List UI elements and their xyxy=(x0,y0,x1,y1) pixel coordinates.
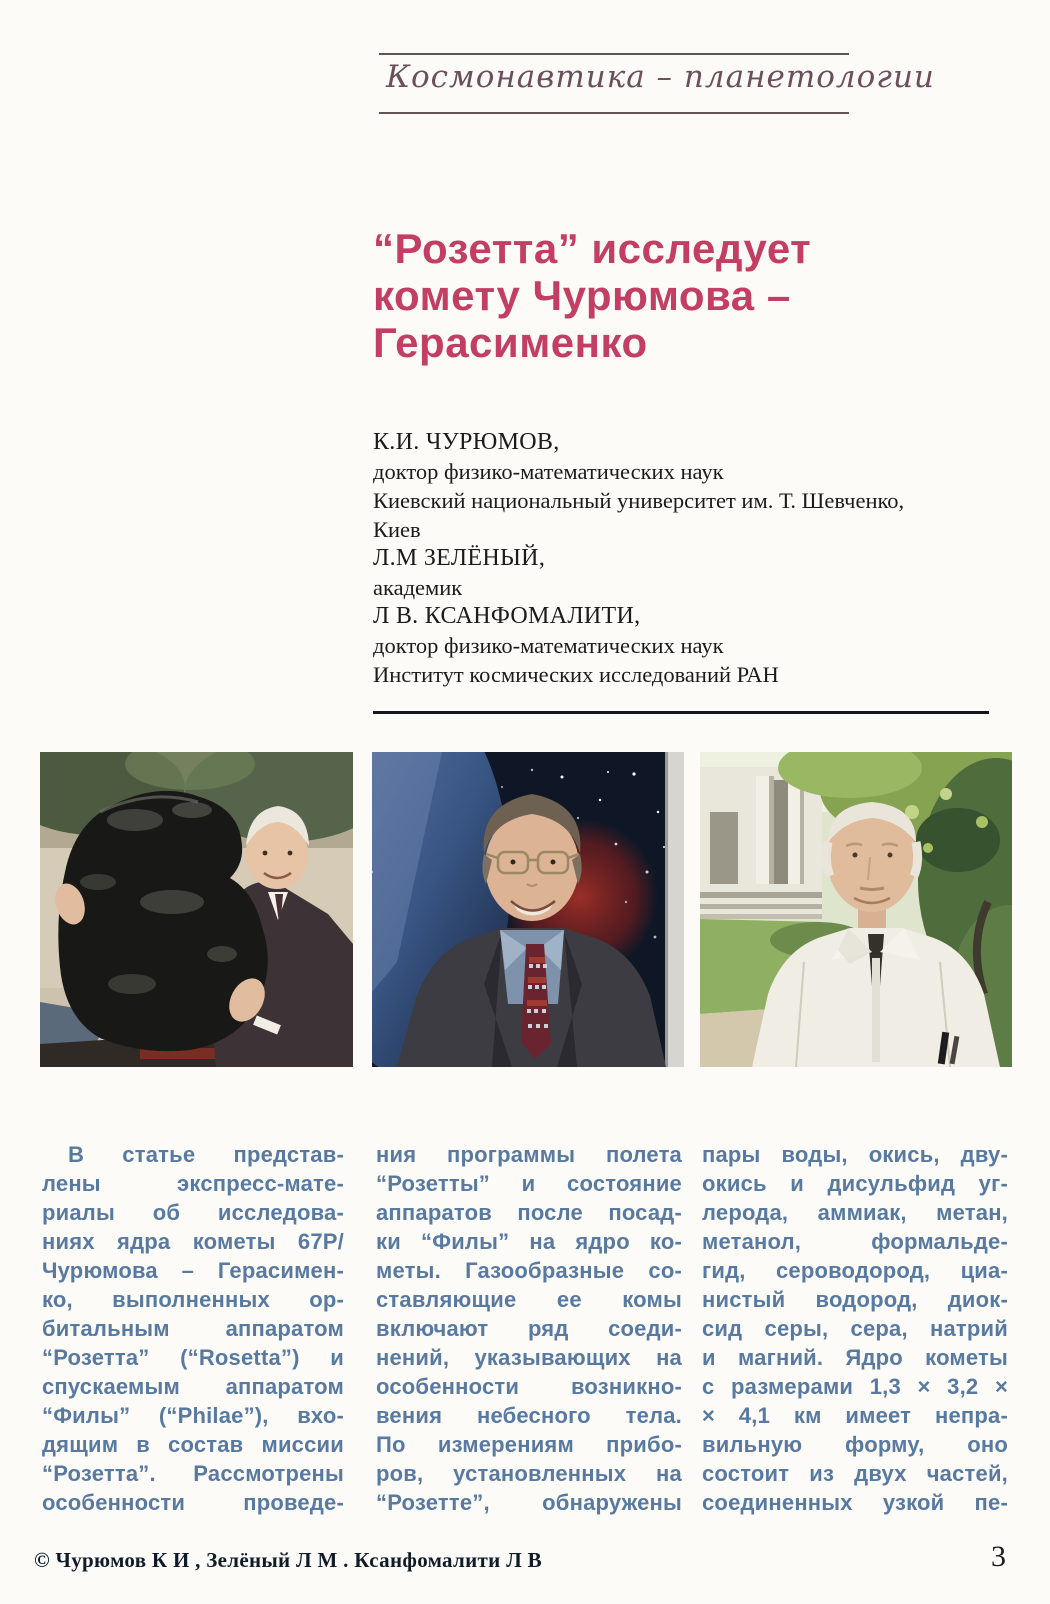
photo-scientist-with-comet-model xyxy=(40,752,353,1067)
abstract-line: особенности проведе- xyxy=(42,1490,344,1515)
abstract-line: метанол, формальде- xyxy=(702,1229,1008,1254)
authors-block xyxy=(373,428,993,689)
abstract-line: меты. Газообразные со- xyxy=(376,1258,682,1283)
abstract-line: спускаемым аппаратом xyxy=(42,1374,344,1399)
author-detail: академик xyxy=(373,575,463,600)
author-detail: Киев xyxy=(373,517,421,542)
abstract-line: соединенных узкой пе- xyxy=(702,1490,1008,1515)
abstract-line: дящим в состав миссии xyxy=(42,1432,344,1457)
abstract-line: “Розетте”, обнаружены xyxy=(376,1490,682,1515)
abstract-line: ко, выполненных ор- xyxy=(42,1287,344,1312)
garden-portrait-illustration xyxy=(700,752,1012,1067)
author-name: К.И. ЧУРЮМОВ, xyxy=(373,429,560,455)
rubric-rule-bottom xyxy=(379,112,849,114)
abstract-line: В статье представ- xyxy=(68,1142,344,1167)
abstract-line: ки “Филы” на ядро ко- xyxy=(376,1229,682,1254)
article-title-line-1: “Розетта” исследует xyxy=(373,225,812,272)
abstract-line: “Розетты” и состояние xyxy=(376,1171,682,1196)
abstract-column-2 xyxy=(376,1140,682,1517)
abstract-line: сид серы, сера, натрий xyxy=(702,1316,1008,1341)
article-title xyxy=(373,225,811,366)
abstract-column-3 xyxy=(702,1140,1008,1517)
abstract-line: окись и дисульфид уг- xyxy=(702,1171,1008,1196)
abstract-line: аппаратов после посад- xyxy=(376,1200,682,1225)
abstract-line: риалы об исследова- xyxy=(42,1200,344,1225)
space-portrait-illustration xyxy=(372,752,684,1067)
abstract-line: вильную форму, оно xyxy=(702,1432,1008,1457)
abstract-line: лерода, аммиак, метан, xyxy=(702,1200,1008,1225)
abstract-line: нений, указывающих на xyxy=(376,1345,682,1370)
authors-divider xyxy=(373,711,989,714)
comet-model-illustration xyxy=(40,752,353,1067)
page-number: 3 xyxy=(991,1540,1006,1573)
photo-scientist-space-backdrop xyxy=(372,752,684,1067)
abstract-line: ния программы полета xyxy=(376,1142,682,1167)
abstract-line: нистый водород, диок- xyxy=(702,1287,1008,1312)
abstract-line: вения небесного тела. xyxy=(376,1403,682,1428)
copyright-line: © Чурюмов К И , Зелёный Л М . Ксанфомалити Л В xyxy=(34,1548,542,1572)
abstract-line: битальным аппаратом xyxy=(42,1316,344,1341)
abstract-line: гид, сероводород, циа- xyxy=(702,1258,1008,1283)
article-title-line-2: комету Чурюмова – xyxy=(373,272,791,319)
abstract-line: ниях ядра кометы 67Р/ xyxy=(42,1229,344,1254)
author-detail: Институт космических исследований РАН xyxy=(373,662,779,687)
author-detail: Киевский национальный университет им. Т. Шевченко, xyxy=(373,488,905,513)
abstract-line: ставляющие ее комы xyxy=(376,1287,682,1312)
rubric-title: Космонавтика – планетологии xyxy=(386,59,935,95)
abstract-line: лены экспресс-мате- xyxy=(42,1171,344,1196)
abstract-line: состоит из двух частей, xyxy=(702,1461,1008,1486)
author-name: Л В. КСАНФОМАЛИТИ, xyxy=(373,603,641,629)
abstract-line: Чурюмова – Герасимен- xyxy=(42,1258,344,1283)
abstract-line: По измерениям прибо- xyxy=(376,1432,682,1457)
abstract-line: ров, установленных на xyxy=(376,1461,682,1486)
author-name: Л.М ЗЕЛЁНЫЙ, xyxy=(373,545,546,571)
abstract-line: пары воды, окись, дву- xyxy=(702,1142,1008,1167)
abstract-line: и магний. Ядро кометы xyxy=(702,1345,1008,1370)
abstract-column-1 xyxy=(42,1140,344,1517)
abstract-line: особенности возникно- xyxy=(376,1374,682,1399)
article-title-line-3: Герасименко xyxy=(373,319,648,366)
abstract-line: “Розетта” (“Rosetta”) и xyxy=(42,1345,344,1370)
abstract-line: с размерами 1,3 × 3,2 × xyxy=(702,1374,1008,1399)
abstract-line: включают ряд соеди- xyxy=(376,1316,682,1341)
photo-scientist-outdoors xyxy=(700,752,1012,1067)
rubric-rule-top xyxy=(379,53,849,55)
abstract-line: × 4,1 км имеет непра- xyxy=(702,1403,1008,1428)
author-detail: доктор физико-математических наук xyxy=(373,459,724,484)
abstract-line: “Розетта”. Рассмотрены xyxy=(42,1461,344,1486)
abstract-line: “Филы” (“Philae”), вхо- xyxy=(42,1403,344,1428)
author-detail: доктор физико-математических наук xyxy=(373,633,724,658)
